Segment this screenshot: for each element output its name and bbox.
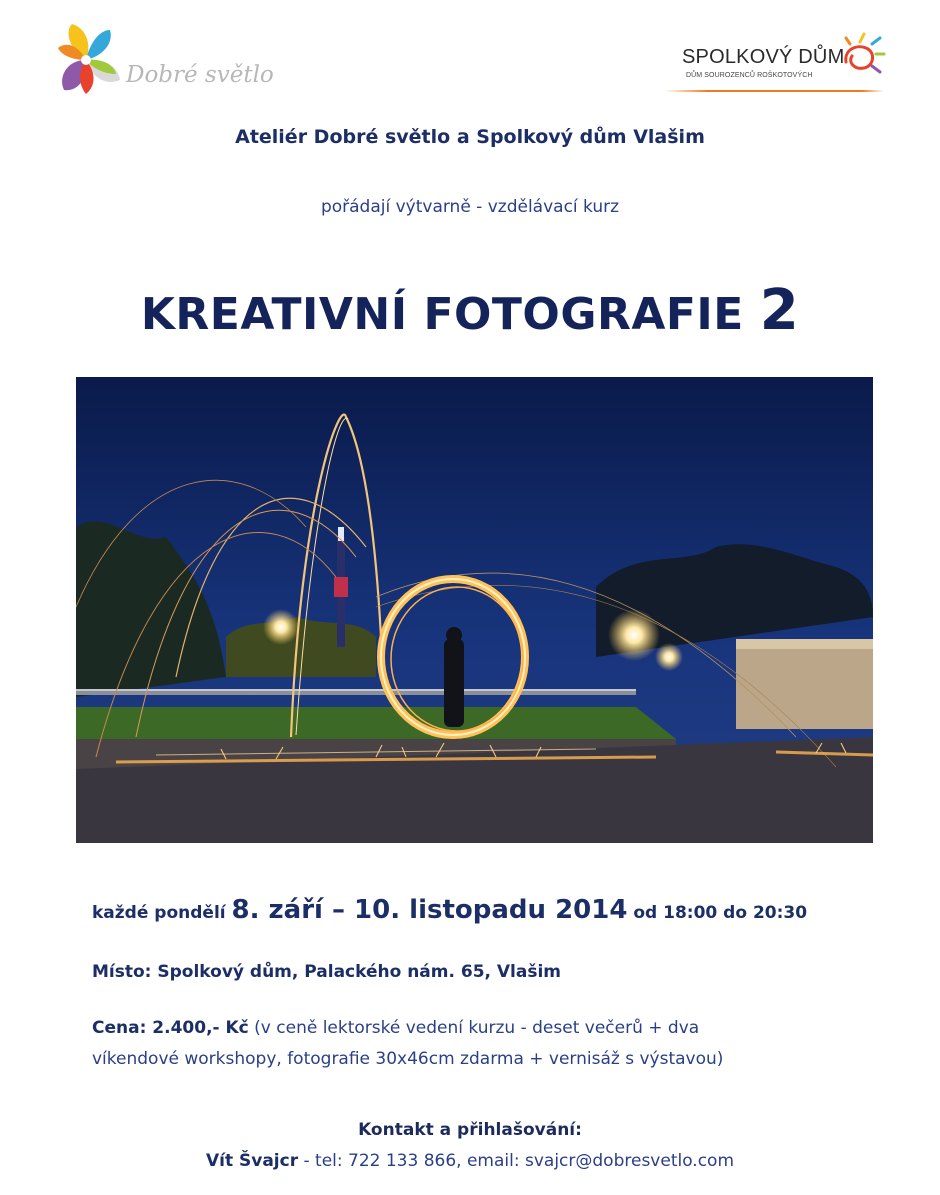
schedule-line — [92, 895, 807, 925]
swirl-logo-icon — [838, 32, 886, 80]
contact-name: Vít Švajcr — [205, 1151, 299, 1171]
dobre-svetlo-logo — [56, 20, 274, 98]
course-title — [0, 278, 940, 343]
schedule-dates: 8. září – 10. listopadu 2014 — [231, 895, 628, 925]
course-title-number: 2 — [759, 278, 800, 343]
logo-left-text: Dobré světlo — [126, 62, 274, 88]
petal-logo-icon — [56, 20, 126, 98]
schedule-prefix: každé pondělí — [92, 903, 232, 923]
light-painting-photo — [76, 377, 873, 843]
logo-underline — [664, 90, 884, 92]
spolkovy-dum-logo — [652, 26, 892, 98]
organizers-heading: Ateliér Dobré světlo a Spolkový dům Vlašim — [235, 126, 705, 148]
price-label: Cena: 2.400,- Kč — [92, 1018, 249, 1038]
contact-label: Kontakt a přihlašování: — [358, 1120, 582, 1140]
logo-right-title: SPOLKOVÝ DŮM — [682, 46, 845, 68]
schedule-mid: od — [627, 903, 664, 923]
logo-right-subtitle: DŮM SOUROZENCŮ ROŠKOTOVÝCH — [686, 72, 813, 79]
price-block — [92, 1013, 723, 1075]
contact-line — [0, 1151, 940, 1171]
schedule-time: 18:00 do 20:30 — [663, 903, 808, 923]
course-title-text: KREATIVNÍ FOTOGRAFIE — [140, 289, 760, 340]
place-line: Místo: Spolkový dům, Palackého nám. 65, Vlašim — [92, 962, 562, 982]
contact-details: - tel: 722 133 866, email: svajcr@dobresvetlo.com — [298, 1151, 735, 1171]
price-line1-rest: (v ceně lektorské vedení kurzu - deset večerů + dva — [248, 1018, 700, 1038]
course-subheading: pořádají výtvarně - vzdělávací kurz — [320, 197, 620, 217]
price-line2: víkendové workshopy, fotografie 30x46cm zdarma + vernisáž s výstavou) — [92, 1049, 724, 1069]
